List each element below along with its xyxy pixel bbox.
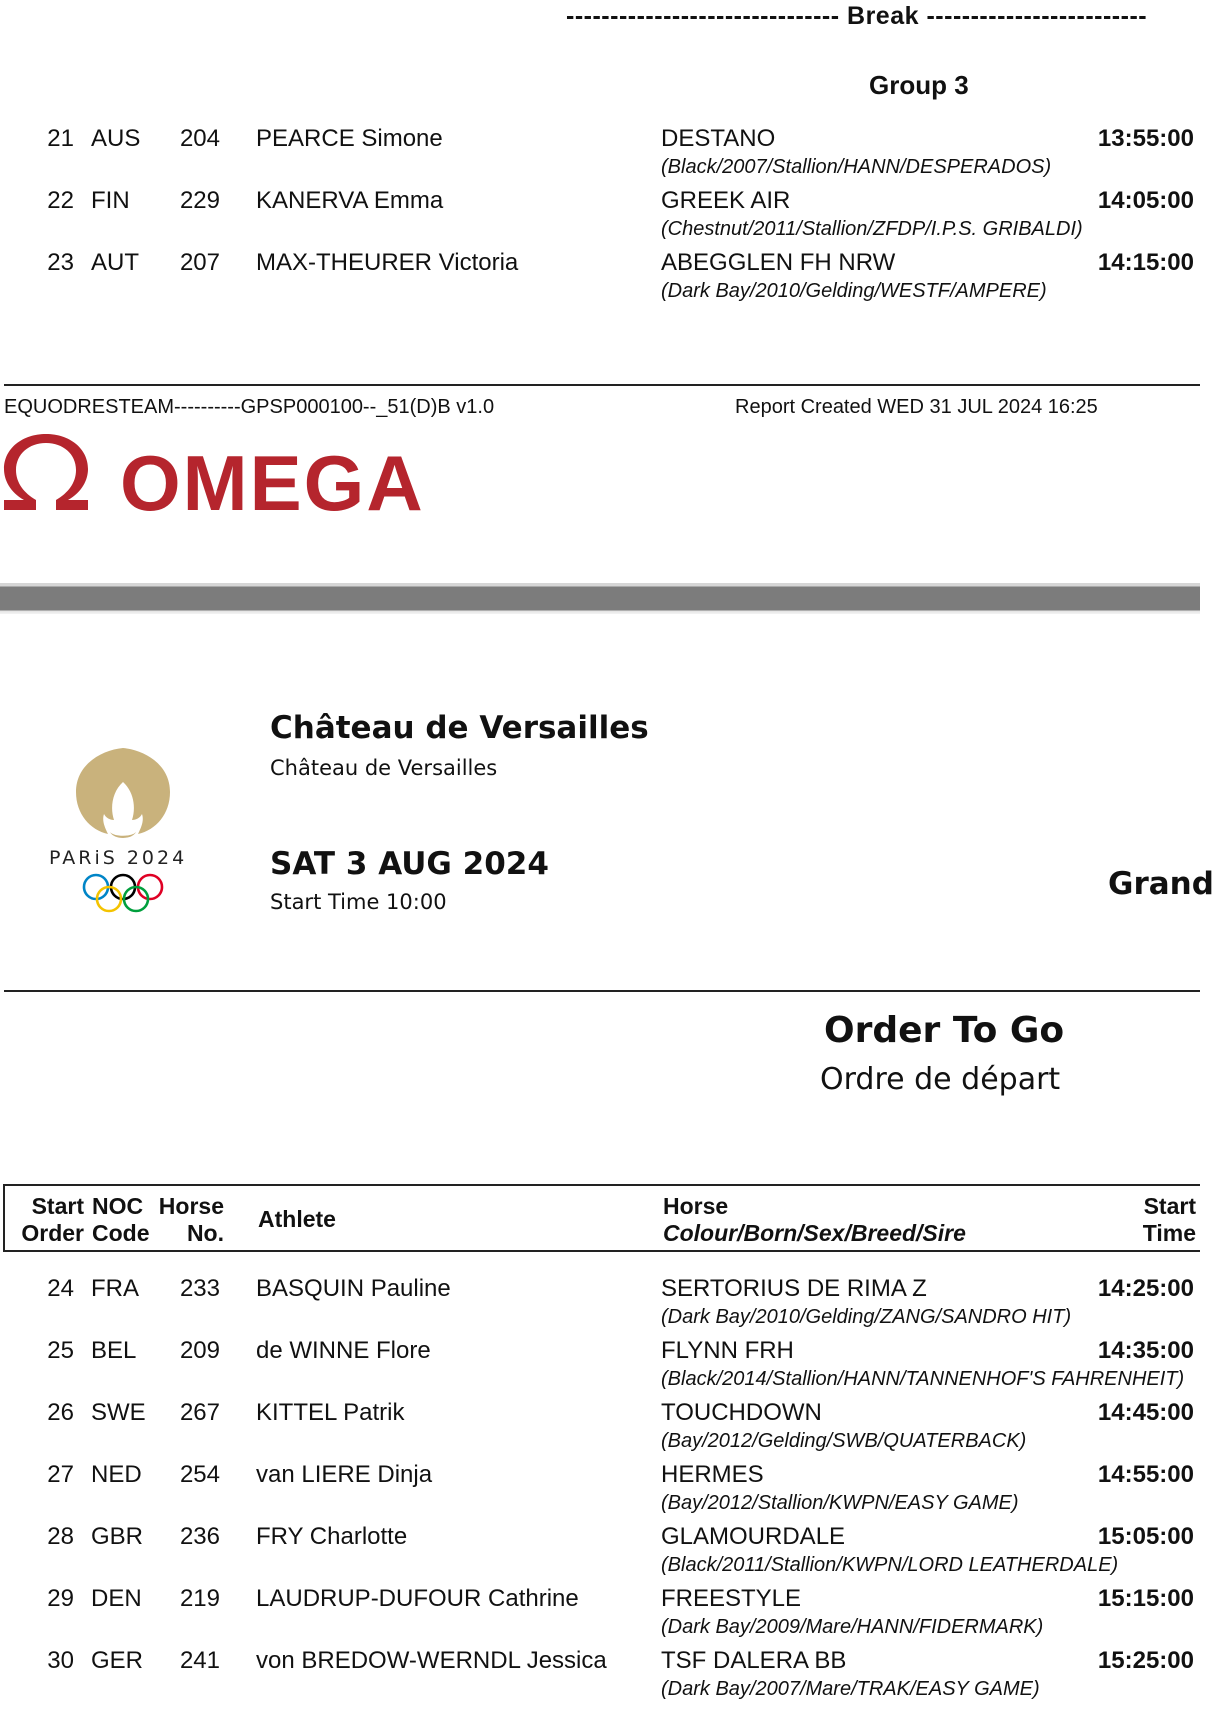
horse-number: 233 [179,1275,220,1302]
horse-info: (Bay/2012/Stallion/KWPN/EASY GAME) [661,1492,1019,1514]
start-time: 15:05:00 [1097,1523,1194,1550]
report-code: EQUODRESTEAM----------GPSP000100--_51(D)B v1.0 [4,396,495,418]
horse-number: 209 [179,1337,220,1364]
col-start-order: Start Order [21,1193,84,1246]
document-subtitle: Ordre de départ [820,1062,1061,1097]
footer-divider [4,384,1200,386]
col-horse-no: Horse No. [158,1193,224,1246]
horse-info: (Dark Bay/2009/Mare/HANN/FIDERMARK) [661,1616,1044,1638]
table-row [0,1523,1200,1585]
start-time: 14:25:00 [1097,1275,1194,1302]
athlete-name: KITTEL Patrik [256,1399,405,1426]
table-row [0,1647,1200,1709]
noc-code: AUS [91,125,141,152]
start-order: 21 [47,125,74,152]
noc-code: FRA [91,1275,139,1302]
noc-code: NED [91,1461,142,1488]
horse-number: 219 [179,1585,220,1612]
start-time: 14:15:00 [1097,249,1194,276]
noc-code: DEN [91,1585,142,1612]
horse-name: ABEGGLEN FH NRW [661,249,896,276]
athlete-name: van LIERE Dinja [256,1461,433,1488]
competition-date: SAT 3 AUG 2024 [270,846,549,882]
athlete-name: FRY Charlotte [256,1523,408,1550]
col-athlete: Athlete [258,1206,336,1232]
athlete-name: KANERVA Emma [256,187,444,214]
start-order: 29 [47,1585,74,1612]
athlete-name: BASQUIN Pauline [256,1275,451,1302]
start-order: 26 [47,1399,74,1426]
table-row [0,1399,1200,1461]
noc-code: BEL [91,1337,137,1364]
horse-number: 207 [179,249,220,276]
noc-code: GBR [91,1523,144,1550]
horse-name: TOUCHDOWN [661,1399,822,1426]
horse-number: 229 [179,187,220,214]
horse-name: SERTORIUS DE RIMA Z [661,1275,927,1302]
horse-info: (Dark Bay/2010/Gelding/ZANG/SANDRO HIT) [661,1306,1072,1328]
horse-info: (Dark Bay/2007/Mare/TRAK/EASY GAME) [661,1678,1040,1700]
horse-info: (Chestnut/2011/Stallion/ZFDP/I.P.S. GRIBALDI) [661,218,1083,240]
table-row [0,1275,1200,1337]
table-row [0,125,1200,187]
table-row [0,1337,1200,1399]
col-horse: Horse Colour/Born/Sex/Breed/Sire [663,1193,966,1246]
document-title: Order To Go [824,1010,1065,1051]
horse-name: TSF DALERA BB [661,1647,847,1674]
flame-icon [76,748,170,838]
table-row [0,187,1200,249]
horse-number: 254 [179,1461,220,1488]
noc-code: AUT [91,249,139,276]
noc-code: SWE [91,1399,146,1426]
horse-info: (Bay/2012/Gelding/SWB/QUATERBACK) [661,1430,1027,1452]
horse-name: FLYNN FRH [661,1337,794,1364]
start-time: 14:05:00 [1097,187,1194,214]
table-row [0,1585,1200,1647]
horse-number: 204 [179,125,220,152]
horse-info: (Dark Bay/2010/Gelding/WESTF/AMPERE) [661,280,1047,302]
horse-name: FREESTYLE [661,1585,802,1612]
horse-name: DESTANO [661,125,776,152]
start-order: 28 [47,1523,74,1550]
start-time: 15:25:00 [1097,1647,1194,1674]
venue-subtitle: Château de Versailles [270,756,498,780]
col-start-time: Start Time [1142,1193,1196,1246]
start-time: 14:35:00 [1097,1337,1194,1364]
paris-2024-logo [44,742,214,917]
athlete-name: LAUDRUP-DUFOUR Cathrine [256,1585,579,1612]
table-row [0,1461,1200,1523]
start-time: 14:55:00 [1097,1461,1194,1488]
athlete-name: MAX-THEURER Victoria [256,249,519,276]
report-created: Report Created WED 31 JUL 2024 16:25 [735,396,1098,418]
start-order: 30 [47,1647,74,1674]
start-order: 24 [47,1275,74,1302]
start-order: 23 [47,249,74,276]
col-noc-code: NOC Code [92,1193,150,1246]
horse-name: GLAMOURDALE [661,1523,846,1550]
horse-number: 241 [179,1647,220,1674]
horse-info: (Black/2011/Stallion/KWPN/LORD LEATHERDALE) [661,1554,1119,1576]
page-break-band [0,583,1200,614]
start-time: 13:55:00 [1097,125,1194,152]
event-name: Grand [1108,866,1214,902]
horse-number: 267 [179,1399,220,1426]
horse-info: (Black/2007/Stallion/HANN/DESPERADOS) [661,156,1052,178]
start-time: 15:15:00 [1097,1585,1194,1612]
noc-code: FIN [91,187,130,214]
table-row [0,249,1200,311]
start-time: 14:45:00 [1097,1399,1194,1426]
athlete-name: von BREDOW-WERNDL Jessica [256,1647,607,1674]
table-header [3,1184,1200,1252]
start-order: 22 [47,187,74,214]
athlete-name: PEARCE Simone [256,125,443,152]
start-order: 25 [47,1337,74,1364]
start-order: 27 [47,1461,74,1488]
omega-logo [0,430,450,527]
venue-title: Château de Versailles [270,710,649,746]
horse-number: 236 [179,1523,220,1550]
group-title: Group 3 [869,70,969,100]
athlete-name: de WINNE Flore [256,1337,431,1364]
header-divider [4,990,1200,992]
horse-name: GREEK AIR [661,187,791,214]
horse-info: (Black/2014/Stallion/HANN/TANNENHOF'S FAHRENHEIT) [661,1368,1185,1390]
break-separator: ------------------------------- Break ------------------------- [566,2,1148,30]
session-start-time: Start Time 10:00 [270,890,447,914]
omega-wordmark: OMEGA [120,439,425,527]
noc-code: GER [91,1647,144,1674]
paris-2024-text: PARiS 2024 [49,847,188,869]
horse-name: HERMES [661,1461,764,1488]
olympic-rings-icon [84,875,162,911]
